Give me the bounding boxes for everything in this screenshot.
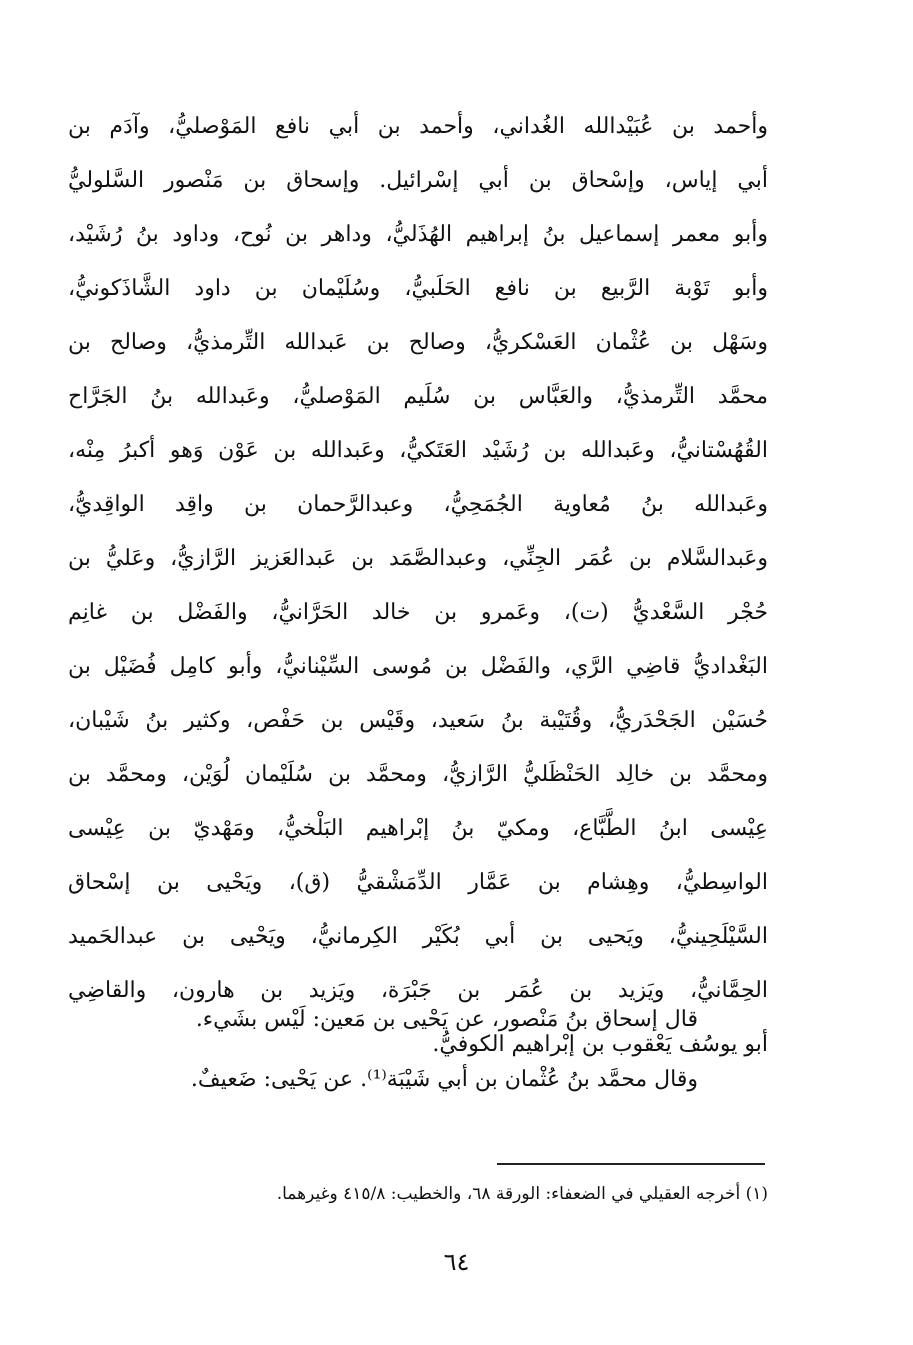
text-line: السَّيْلَحِينيُّ، ويَحيى بن أبي بُكَيْر الكِرمانيُّ، ويَحْيى بن عبدالحَميد bbox=[68, 924, 768, 949]
text-line: البَغْداديُّ قاضِي الرَّي، والفَضْل بن مُوسى السِّيْنانيُّ، وأبو كامِل فُضَيْل بن bbox=[68, 654, 768, 679]
text-line: وسَهْل بن عُثْمان العَسْكريُّ، وصالح بن عَبدالله التِّرمذيُّ، وصالح بن bbox=[68, 330, 768, 355]
text-line-last: أبو يوسُف يَعْقوب بن إبْراهيم الكوفيُّ. bbox=[432, 1032, 768, 1057]
quote-muhammad: وقال محمَّد بنُ عُثْمان بن أبي شَيْبَة⁽¹⁾. عن يَحْيى: ضَعيفٌ. bbox=[190, 1067, 698, 1092]
footnote-separator bbox=[497, 1163, 765, 1165]
page-number: ٦٤ bbox=[443, 1248, 470, 1276]
text-line: القُهُسْتانيُّ، وعَبدالله بن رُشَيْد العَتَكيُّ، وعَبدالله بن عَوْن وَهو أكبرُ مِنْه، bbox=[68, 438, 768, 463]
text-line: حُجْر السَّعْديُّ (ت)، وعَمرو بن خالد الحَرَّانيُّ، والفَضْل بن غانِم bbox=[68, 600, 768, 625]
text-line: الواسِطيُّ، وهِشام بن عَمَّار الدِّمَشْقيُّ (ق)، ويَحْيى بن إسْحاق bbox=[68, 870, 768, 895]
text-line: الحِمَّانيُّ، ويَزيد بن عُمَر بن جَبْرَة، ويَزيد بن هارون، والقاضِي bbox=[68, 978, 768, 1003]
text-line: وأبو تَوْبة الرَّبيع بن نافع الحَلَبيُّ، وسُلَيْمان بن داود الشَّاذَكونيُّ، bbox=[68, 276, 768, 301]
text-line: محمَّد التِّرمذيُّ، والعَبَّاس بن سُلَيم المَوْصليُّ، وعَبدالله بنُ الجَرَّاح bbox=[68, 384, 768, 409]
text-line: ومحمَّد بن خالِد الحَنْظَليُّ الرَّازيُّ، ومحمَّد بن سُلَيْمان لُوَيْن، ومحمَّد بن bbox=[68, 762, 768, 787]
footnote: (١) أخرجه العقيلي في الضعفاء: الورقة ٦٨، والخطيب: ٤١٥/٨ وغيرهما. bbox=[276, 1184, 768, 1204]
main-paragraph bbox=[68, 100, 768, 1072]
quote-ishaq: قال إسحاق بنُ مَنْصور، عن يَحْيى بن مَعين: لَيْس بشَيء. bbox=[195, 1007, 698, 1032]
text-line: وأبو معمر إسماعيل بنُ إبراهيم الهُذَليُّ، وداهر بن نُوح، وداود بنُ رُشَيْد، bbox=[68, 222, 768, 247]
text-line: حُسَيْن الجَحْدَريُّ، وقُتَيْبة بنُ سَعيد، وقَيْس بن حَفْص، وكثير بنُ شَيْبان، bbox=[68, 708, 768, 733]
text-line: وعَبدالله بنُ مُعاوية الجُمَحِيُّ، وعبدالرَّحمان بن واقِد الواقِديُّ، bbox=[68, 492, 768, 517]
text-line: وأحمد بن عُبَيْدالله الغُداني، وأحمد بن أبي نافع المَوْصليُّ، وآدَم بن bbox=[68, 114, 768, 139]
text-line: عِيْسى ابنُ الطَّبَّاع، ومكيّ بنُ إبْراهيم البَلْخيُّ، ومَهْديّ بن عِيْسى bbox=[68, 816, 768, 841]
text-line: أبي إياس، وإسْحاق بن أبي إسْرائيل. وإسحاق بن مَنْصور السَّلوليُّ bbox=[68, 168, 768, 193]
text-line: وعَبدالسَّلام بن عُمَر الجِنِّي، وعبدالصَّمَد بن عَبدالعَزيز الرَّازيُّ، وعَليُّ بن bbox=[68, 546, 768, 571]
